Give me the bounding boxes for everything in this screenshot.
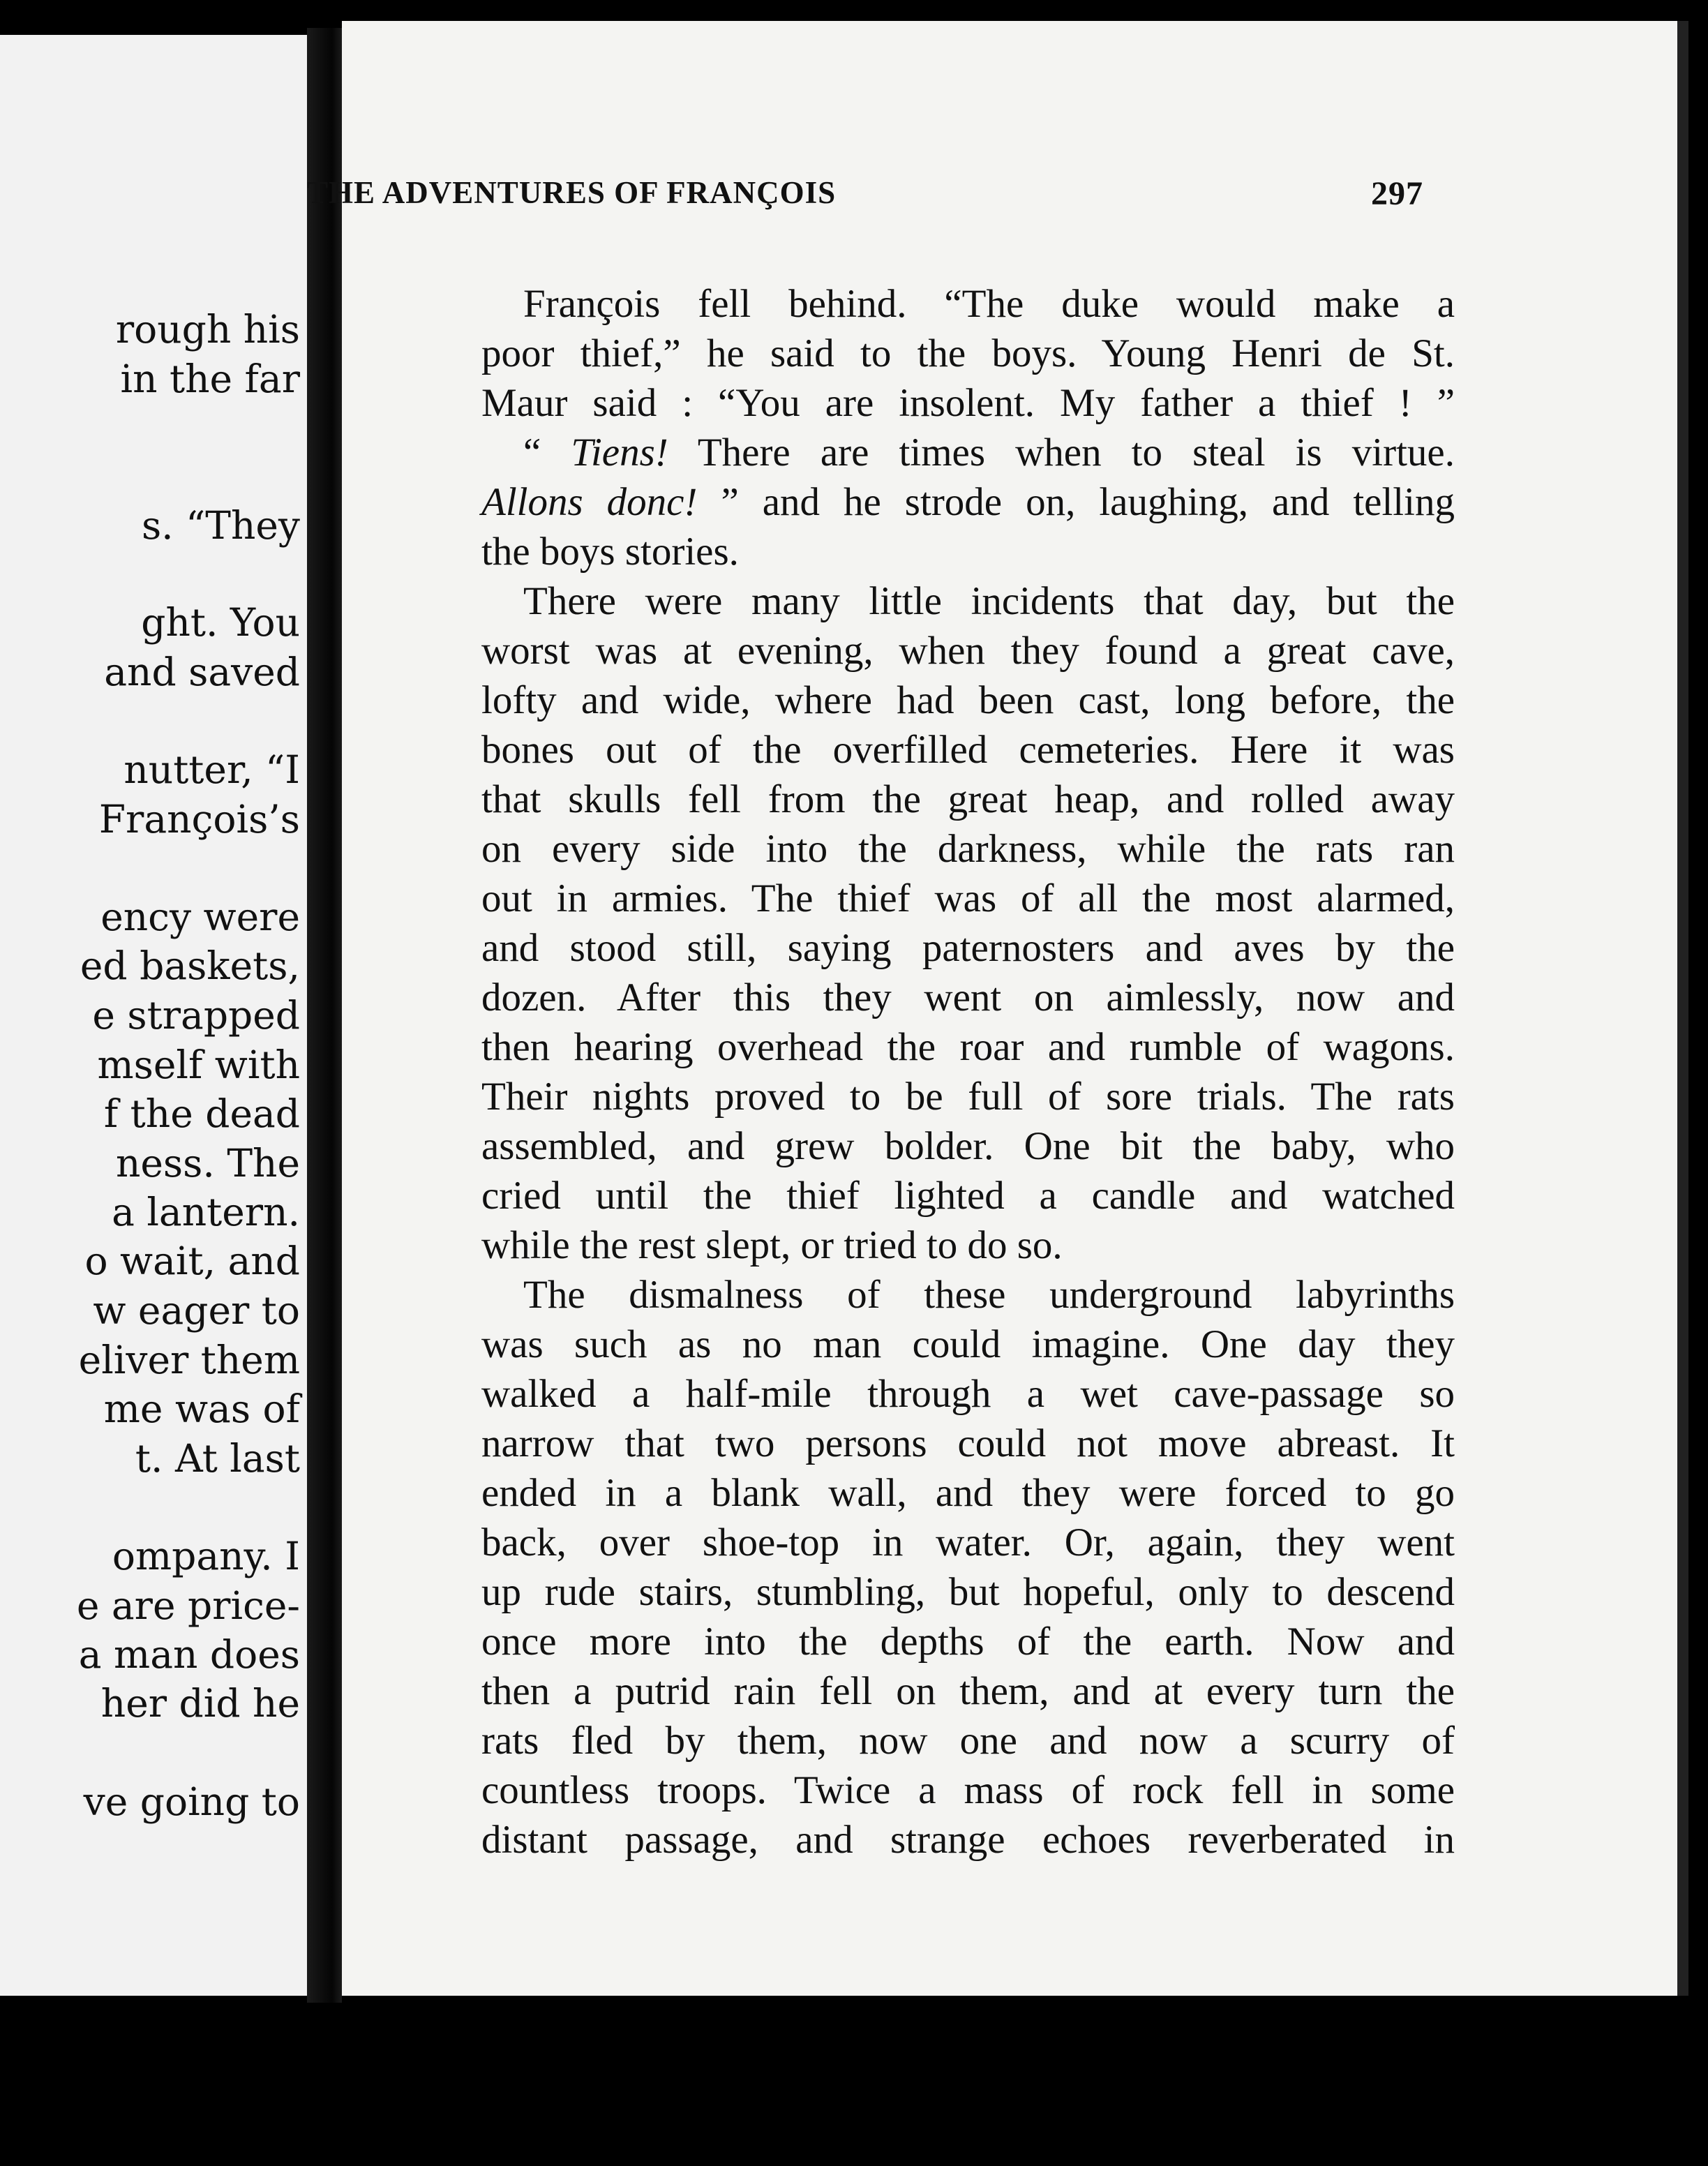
- text-line: cried until the thief lighted a candle and watched: [481, 1174, 1455, 1218]
- left-fragment: ve going to: [83, 1779, 300, 1824]
- left-fragment: e are price-: [76, 1583, 300, 1628]
- text-line: lofty and wide, where had been cast, long before, the: [481, 678, 1455, 722]
- text-line: that skulls fell from the great heap, and rolled away: [481, 777, 1455, 821]
- left-page: [0, 35, 307, 1996]
- left-fragment: w eager to: [93, 1288, 300, 1333]
- left-fragment: ed baskets,: [80, 943, 300, 988]
- left-fragment: nutter, “I: [123, 747, 300, 792]
- text-line: François fell behind. “The duke would make a: [523, 282, 1455, 326]
- left-fragment: rough his: [115, 307, 300, 352]
- text-line: rats fled by them, now one and now a scurry of: [481, 1719, 1455, 1763]
- text-line: Allons donc! ” and he strode on, laughing, and telling: [481, 480, 1455, 524]
- left-fragment: mself with: [97, 1043, 300, 1087]
- text-line: bones out of the overfilled cemeteries. Here it was: [481, 728, 1455, 772]
- text-line: walked a half-mile through a wet cave-passage so: [481, 1372, 1455, 1416]
- text-line: The dismalness of these underground labyrinths: [523, 1273, 1455, 1317]
- italic-phrase: Allons donc!: [481, 480, 698, 524]
- left-fragment: me was of: [103, 1387, 300, 1431]
- left-fragment: ency were: [100, 895, 300, 939]
- page-edge: [1677, 21, 1688, 1996]
- text-line: then a putrid rain fell on them, and at every turn the: [481, 1669, 1455, 1713]
- left-fragment: ness. The: [115, 1141, 300, 1186]
- text-line: dozen. After this they went on aimlessly, now and: [481, 976, 1455, 1019]
- text-line: worst was at evening, when they found a great cave,: [481, 629, 1455, 673]
- left-fragment: t. At last: [135, 1436, 300, 1481]
- left-fragment: eliver them: [78, 1338, 300, 1382]
- text-line: once more into the depths of the earth. Now and: [481, 1620, 1455, 1664]
- running-title: THE ADVENTURES OF FRANÇOIS: [307, 175, 837, 210]
- italic-phrase: Tiens!: [571, 431, 668, 475]
- page-number: 297: [1371, 175, 1423, 212]
- left-fragment: François’s: [98, 797, 300, 842]
- text-line: ended in a blank wall, and they were forced to go: [481, 1471, 1455, 1515]
- left-fragment: her did he: [100, 1681, 300, 1726]
- text-line: back, over shoe-top in water. Or, again, they went: [481, 1521, 1455, 1564]
- left-fragment: ght. You: [141, 600, 300, 645]
- text-line: countless troops. Twice a mass of rock fell in some: [481, 1768, 1455, 1812]
- left-fragment: o wait, and: [84, 1239, 300, 1283]
- text-line: up rude stairs, stumbling, but hopeful, only to descend: [481, 1570, 1455, 1614]
- text-line: on every side into the darkness, while the rats ran: [481, 827, 1455, 871]
- text-line: distant passage, and strange echoes reverberated in: [481, 1818, 1455, 1862]
- text-line: and stood still, saying paternosters and aves by the: [481, 926, 1455, 970]
- left-fragment: s. “They: [141, 503, 300, 548]
- left-fragment: e strapped: [92, 993, 300, 1038]
- text-line: “ Tiens! There are times when to steal is virtue.: [523, 431, 1455, 475]
- text-line: out in armies. The thief was of all the most alarmed,: [481, 876, 1455, 920]
- text-line: poor thief,” he said to the boys. Young Henri de St.: [481, 331, 1455, 375]
- text-line: Maur said : “You are insolent. My father a thief ! ”: [481, 381, 1455, 425]
- text-line: Their nights proved to be full of sore trials. The rats: [481, 1075, 1455, 1119]
- left-fragment: and saved: [104, 650, 300, 694]
- scan-border: [342, 1996, 1688, 2166]
- left-fragment: f the dead: [103, 1091, 300, 1136]
- text-line: while the rest slept, or tried to do so.: [481, 1223, 1063, 1267]
- text-line: was such as no man could imagine. One day they: [481, 1322, 1455, 1366]
- text-line: then hearing overhead the roar and rumble of wagons.: [481, 1025, 1455, 1069]
- left-fragment: in the far: [120, 357, 300, 401]
- body-text: [481, 279, 1455, 1865]
- left-fragment: a lantern.: [112, 1190, 300, 1234]
- text-line: There were many little incidents that day, but the: [523, 579, 1455, 623]
- text-line: assembled, and grew bolder. One bit the baby, who: [481, 1124, 1455, 1168]
- text-line: the boys stories.: [481, 530, 739, 574]
- left-fragment: a man does: [78, 1632, 300, 1677]
- text-line: narrow that two persons could not move abreast. It: [481, 1421, 1455, 1465]
- left-fragment: ompany. I: [112, 1534, 300, 1578]
